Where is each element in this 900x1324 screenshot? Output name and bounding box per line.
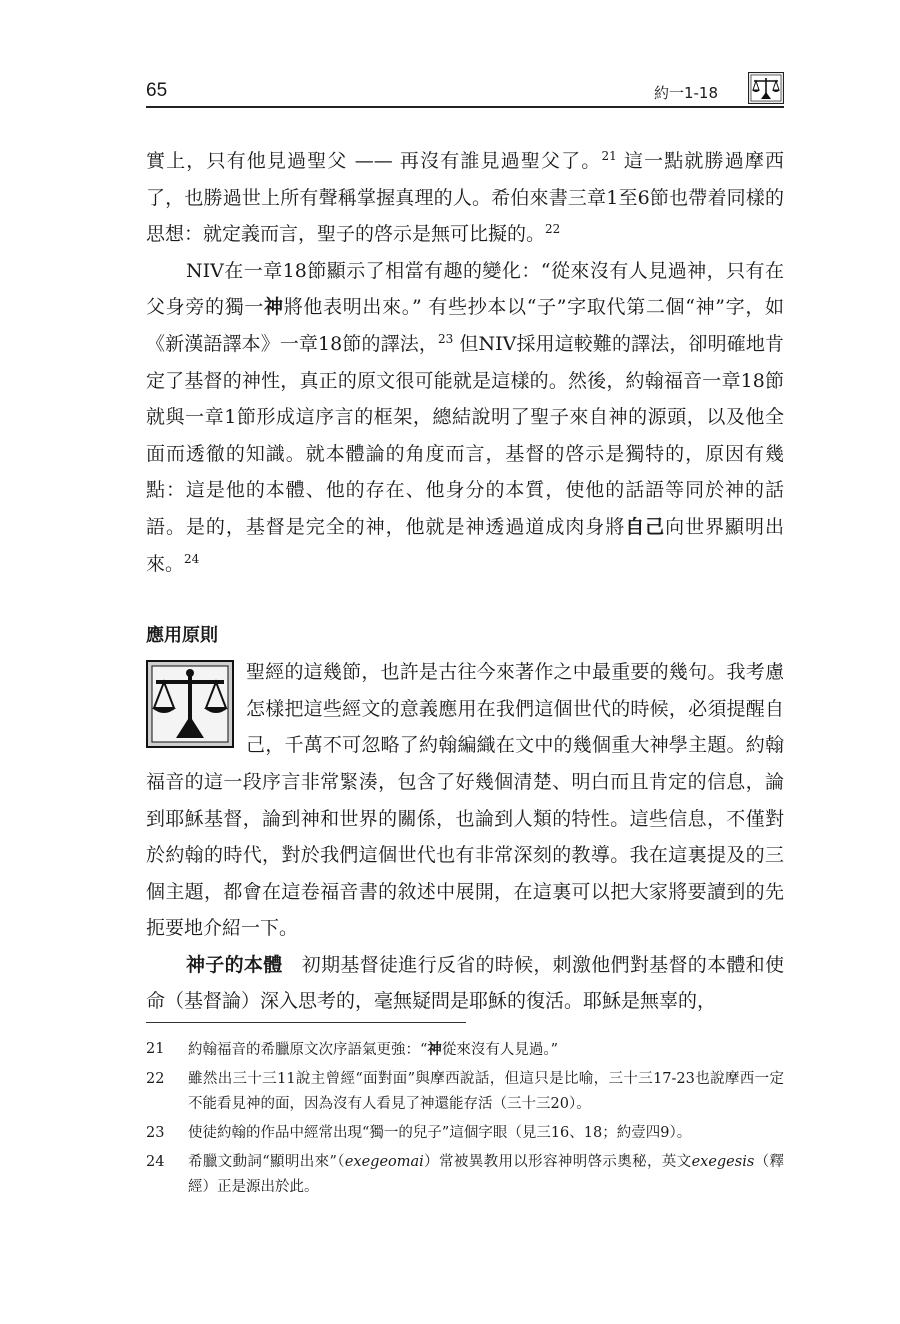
text-run: NIV在一章18節顯示了相當有趣的變化：“從來沒有人見過神，只有在父身旁的獨一 (146, 259, 784, 319)
footnote-number: 21 (146, 1041, 165, 1057)
section-heading: 應用原則 (146, 625, 218, 647)
bold-text: 神 (427, 1041, 442, 1058)
text-run: 實上，只有他見過聖父 —— 再沒有誰見過聖父了。 (146, 150, 602, 172)
text-run: ）常被異教用以形容神明啓示奧秘，英文 (423, 1154, 692, 1170)
text-run: 將他表明出來。” 有些抄本以“子”字取代第二個“神”字，如《新漢語譯本》一章18節的譯法， (146, 296, 784, 355)
paragraph (146, 947, 784, 1020)
text-run: 初期基督徒進行反省的時候，刺激他們對基督的本體和使命（基督論）深入思考的，毫無疑問是耶穌的復活。耶穌是無辜的， (146, 953, 784, 1013)
footnotes (146, 1022, 784, 1204)
italic-term: exegesis (691, 1154, 755, 1170)
text-run: 這一點就勝過摩西了，也勝過世上所有聲稱掌握真理的人。希伯來書三章1至6節也帶着同樣的思想：就定義而言，聖子的啓示是無可比擬的。 (146, 150, 784, 246)
scales-of-justice-icon (146, 660, 234, 748)
paragraph (146, 143, 784, 253)
footnote-number: 22 (146, 1071, 165, 1087)
bold-text: 神 (264, 296, 284, 319)
header-rule (146, 106, 784, 108)
paragraph (146, 654, 784, 947)
footnote-ref[interactable]: 22 (545, 222, 561, 237)
text-run: 向世界顯明出來。 (146, 515, 784, 575)
running-head: 約一1-18 (653, 84, 718, 102)
text-run: （釋經）正是源出於此。 (188, 1154, 785, 1195)
footnote (146, 1037, 784, 1063)
footnote-ref[interactable]: 23 (437, 331, 454, 346)
footnote-number: 23 (146, 1125, 165, 1141)
paragraph (146, 253, 784, 582)
footnote-text: 雖然出三十三11說主曾經“面對面”與摩西說話，但這只是比喻，三十三17-23也說摩西一定不能看見神的面，因為沒有人看見了神還能存活（三十三20）。 (188, 1071, 784, 1112)
footnote (146, 1121, 784, 1146)
footnote (146, 1150, 784, 1200)
page-header (146, 72, 784, 106)
footnote-ref[interactable]: 24 (184, 551, 200, 566)
footnote-text (188, 1037, 784, 1063)
text-run: 但NIV採用這較難的譯法，卻明確地肯定了基督的神性，真正的原文很可能就是這樣的。然後，約翰福音一章18節就與一章1節形成這序言的框架，總結說明了聖子來自神的源頭，以及他全面而透徹的知識。就本體論的角度而言，基督的啓示是獨特的，原因有幾點：這是他的本體、他的存在、他身分的本質，使他的話語等同於神的話語。是的，基督是完全的神，他就是神透過道成肉身將 (146, 332, 784, 538)
text-run: 從來沒有人見過。” (441, 1042, 559, 1058)
italic-term: exegeomai (344, 1154, 424, 1170)
footnote-ref[interactable]: 21 (601, 149, 617, 163)
footnote-rule (146, 1022, 466, 1023)
page-number: 65 (146, 80, 168, 101)
footnote-number: 24 (146, 1154, 165, 1170)
bold-text: 自己 (625, 515, 666, 538)
text-run: 希臘文動詞“顯明出來”（ (188, 1154, 345, 1170)
footnote (146, 1067, 784, 1117)
text-run: 聖經的這幾節，也許是古往今來著作之中最重要的幾句。我考慮怎樣把這些經文的意義應用在我們這個世代的時候，必須提醒自己，千萬不可忽略了約翰編織在文中的幾個重大神學主題。約翰福音的這一段序言非常緊湊，包含了好幾個清楚、明白而且肯定的信息，論到耶穌基督，論到神和世界的關係，也論到人類的特性。這些信息，不僅對於約翰的時代，對於我們這個世代也有非常深刻的教導。我在這裏提及的三個主題，都會在這卷福音書的敘述中展開，在這裏可以把大家將要讀到的先扼要地介紹一下。 (146, 661, 784, 940)
footnote-text: 使徒約翰的作品中經常出現“獨一的兒子”這個字眼（見三16、18；約壹四9）。 (188, 1125, 692, 1141)
main-text (146, 143, 784, 1020)
footnote-text (188, 1150, 784, 1200)
scales-of-justice-icon (748, 72, 784, 104)
text-run: 約翰福音的希臘原文次序語氣更強：“ (188, 1042, 428, 1058)
run-in-heading: 神子的本體 (186, 953, 283, 976)
